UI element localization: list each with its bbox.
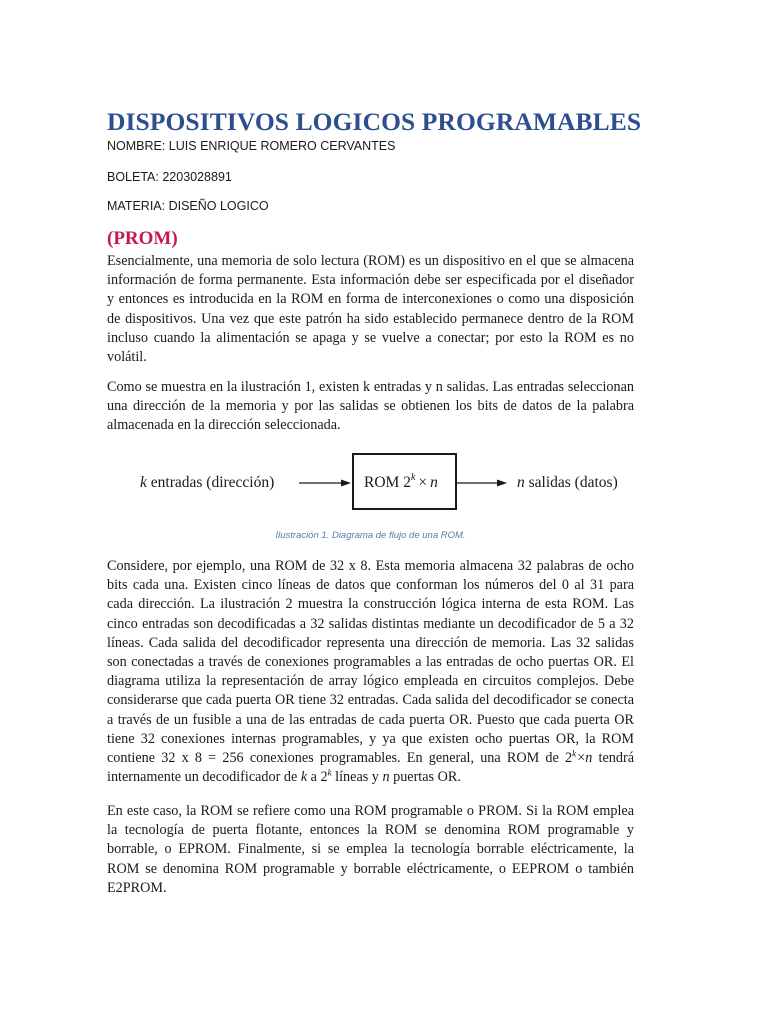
or-gates-n: n	[382, 769, 390, 786]
rom-size-times: ×	[577, 750, 586, 767]
document-title: DISPOSITIVOS LOGICOS PROGRAMABLES	[107, 107, 642, 136]
paragraph-rom-example	[107, 557, 634, 787]
paragraph-rom-example-text: Considere, por ejemplo, una ROM de 32 x 8. Esta memoria almacena 32 palabras de ocho bits cada una. Existen cinco líneas de datos que conforman los números del 0 al 31 para cada dirección. La ilustración 2 muestra la construcción lógica interna de esta ROM. Las cinco entradas son decodificadas a 32 salidas distintas mediante un decodificador de 5 a 32 líneas. Cada salida del decodificador representa una dirección de memoria. Las 32 salidas son conectadas a través de conexiones programables a las entradas de ocho puertas OR. El diagrama utiliza la representación de array lógico empleada en circuitos complejos. Debe considerarse que cada puerta OR tiene 32 entradas. Cada salida del decodificador se conecta a través de un fusible a una de las entradas de cada puerta OR. Puesto que cada puerta OR tiene 32 conexiones internas programables, y ya que existen ocho puertas OR, la ROM contiene 32 x 8 = 256 conexiones programables. En general, una ROM de	[107, 558, 634, 767]
rom-size-k: k	[572, 748, 577, 759]
diagram-output-label: n salidas (datos)	[517, 474, 618, 491]
student-name: NOMBRE: LUIS ENRIQUE ROMERO CERVANTES	[107, 139, 396, 153]
rom-box-label: ROM $2^k \times n$	[364, 472, 438, 491]
rom-size-n: n	[585, 750, 593, 767]
paragraph-rom-io: Como se muestra en la ilustración 1, existen k entradas y n salidas. Las entradas seleccionan una dirección de la memoria y por las salidas se obtienen los bits de datos de la palabra almacenada en la dirección seleccionada.	[107, 379, 634, 434]
input-arrow-head	[341, 480, 351, 487]
section-heading-prom: (PROM)	[107, 228, 178, 249]
paragraph-lineas: líneas y	[335, 769, 379, 786]
paragraph-tendra: tendrá internamente un decodificador de	[107, 750, 634, 786]
paragraph-prom-types: En este caso, la ROM se refiere como una ROM programable o PROM. Si la ROM emplea la tecnología de puerta flotante, entonces la ROM se denomina ROM programable y borrable, o EPROM. Finalmente, si se emplea la tecnología borrable eléctricamente, la ROM se denomina ROM programable y borrable eléctricamente, o EEPROM o también E2PROM.	[107, 803, 634, 896]
course-name: MATERIA: DISEÑO LOGICO	[107, 199, 269, 213]
diagram-input-label: k entradas (dirección)	[140, 474, 275, 491]
rom-block-diagram	[33, 450, 733, 518]
figure-caption: Ilustración 1. Diagrama de flujo de una ROM.	[275, 530, 466, 541]
student-boleta: BOLETA: 2203028891	[107, 170, 232, 184]
paragraph-end: puertas OR.	[393, 769, 461, 786]
rom-size-2: 2	[564, 750, 573, 767]
decoder-k: k	[300, 769, 308, 786]
decoder-a: a	[310, 769, 317, 786]
decoder-2: 2	[320, 769, 328, 786]
decoder-k-exp: k	[327, 767, 332, 778]
output-arrow-head	[497, 480, 507, 487]
paragraph-rom-definition: Esencialmente, una memoria de solo lectura (ROM) es un dispositivo en el que se almacena información de forma permanente. Esta información debe ser especificada por el diseñador y entonces es introducida en la ROM en forma de interconexiones o como una disposición de dispositivos. Una vez que este patrón ha sido establecido permanece dentro de la ROM incluso cuando la alimentación se apaga y se vuelve a conectar; por esto la ROM es no volátil.	[107, 253, 634, 366]
